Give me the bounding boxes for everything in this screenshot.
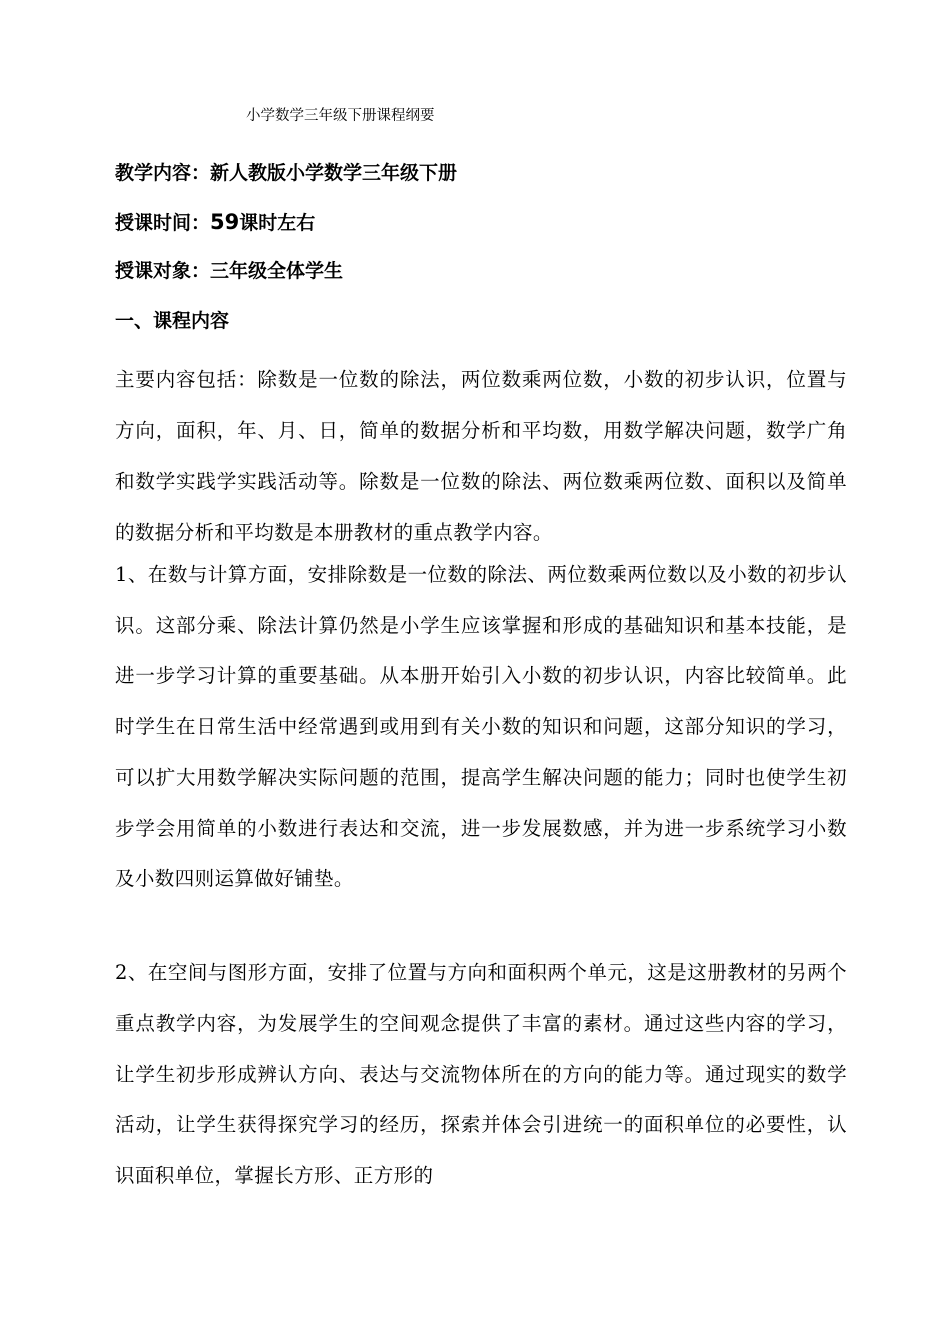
intro-paragraph: 主要内容包括：除数是一位数的除法，两位数乘两位数，小数的初步认识，位置与方向，面积，年、月、日，简单的数据分析和平均数，用数学解决问题，数学广角和数学实践学实践活动等。除数是一位数的除法、两位数乘两位数、面积以及简单的数据分析和平均数是本册教材的重点教学内容。 (115, 368, 847, 544)
teaching-time-unit: 课时左右 (239, 212, 316, 234)
teaching-content-label: 教学内容： (115, 162, 211, 184)
teaching-time-hours: 59 (210, 210, 240, 234)
teaching-audience-value: 三年级全体学生 (210, 260, 344, 282)
teaching-content-value: 新人教版小学数学三年级下册 (210, 162, 458, 184)
teaching-content-line (115, 160, 457, 186)
section-heading-course-content: 一、课程内容 (115, 310, 230, 332)
teaching-time-label: 授课时间： (115, 212, 211, 234)
point-2-paragraph: 2、在空间与图形方面，安排了位置与方向和面积两个单元，这是这册教材的另两个重点教学内容，为发展学生的空间观念提供了丰富的素材。通过这些内容的学习，让学生初步形成辨认方向、表达与交流物体所在的方向的能力等。通过现实的数学活动，让学生获得探究学习的经历，探索并体会引进统一的面积单位的必要性，认识面积单位，掌握长方形、正方形的 (115, 961, 847, 1188)
teaching-time-line (115, 209, 315, 236)
point-1-paragraph: 1、在数与计算方面，安排除数是一位数的除法、两位数乘两位数以及小数的初步认识。这部分乘、除法计算仍然是小学生应该掌握和形成的基础知识和基本技能，是进一步学习计算的重要基础。从本册开始引入小数的初步认识，内容比较简单。此时学生在日常生活中经常遇到或用到有关小数的知识和问题，这部分知识的学习，可以扩大用数学解决实际问题的范围，提高学生解决问题的能力；同时也使学生初步学会用简单的小数进行表达和交流，进一步发展数感，并为进一步系统学习小数及小数四则运算做好铺垫。 (115, 563, 847, 891)
document-title: 小学数学三年级下册课程纲要 (246, 108, 435, 124)
teaching-audience-line (115, 258, 343, 284)
teaching-audience-label: 授课对象： (115, 260, 211, 282)
